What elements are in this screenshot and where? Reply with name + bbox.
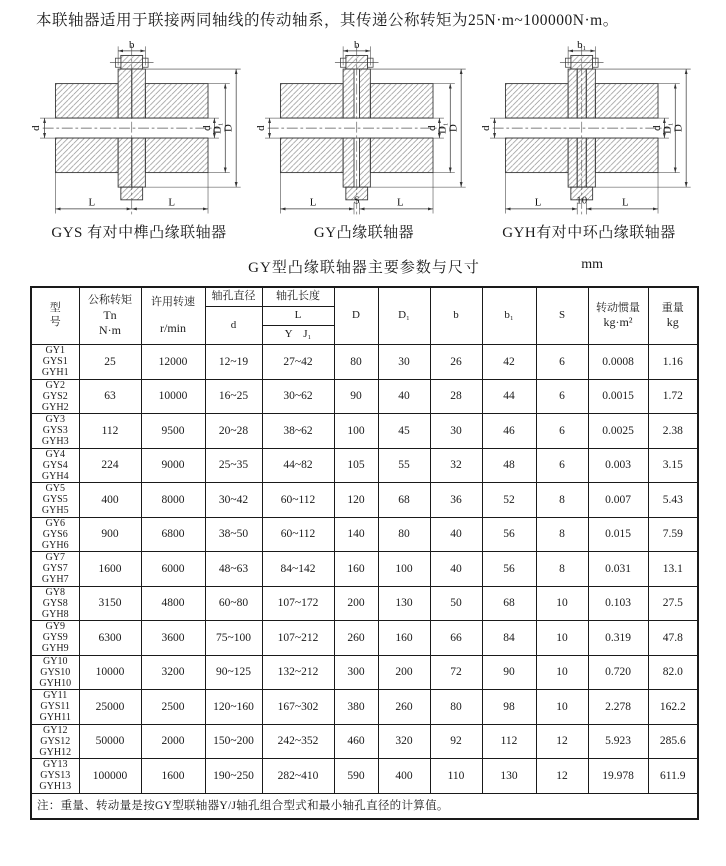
value-cell: 0.007 (588, 483, 648, 518)
value-cell: 12000 (141, 345, 205, 380)
value-cell: 38~50 (205, 517, 262, 552)
value-cell: 0.0015 (588, 379, 648, 414)
header-torque: 公称转矩 Tn N·m (79, 287, 141, 345)
dim-label: 10 (576, 194, 588, 207)
model-cell: GY8 GYS8 GYH8 (31, 586, 79, 621)
dim-label: d (255, 125, 268, 131)
value-cell: 200 (334, 586, 378, 621)
gys-coupling-drawing (30, 40, 248, 218)
value-cell: 92 (430, 724, 482, 759)
value-cell: 200 (378, 655, 430, 690)
dim-label: D₁ (436, 121, 449, 134)
value-cell: 6000 (141, 552, 205, 587)
value-cell: 132~212 (262, 655, 334, 690)
value-cell: 40 (430, 517, 482, 552)
value-cell: 120 (334, 483, 378, 518)
diagram-caption-gys: GYS 有对中榫凸缘联轴器 (51, 224, 227, 241)
dim-label: S (353, 194, 360, 207)
value-cell: 130 (378, 586, 430, 621)
value-cell: 6 (536, 414, 588, 449)
value-cell: 80 (334, 345, 378, 380)
model-cell: GY13 GYS13 GYH13 (31, 759, 79, 794)
value-cell: 44~82 (262, 448, 334, 483)
value-cell: 900 (79, 517, 141, 552)
value-cell: 0.103 (588, 586, 648, 621)
value-cell: 130 (482, 759, 536, 794)
value-cell: 80 (430, 690, 482, 725)
value-cell: 60~112 (262, 483, 334, 518)
value-cell: 105 (334, 448, 378, 483)
model-cell: GY9 GYS9 GYH9 (31, 621, 79, 656)
value-cell: 52 (482, 483, 536, 518)
note-row (31, 793, 698, 819)
value-cell: 107~172 (262, 586, 334, 621)
model-cell: GY4 GYS4 GYH4 (31, 448, 79, 483)
value-cell: 1600 (141, 759, 205, 794)
value-cell: 0.015 (588, 517, 648, 552)
value-cell: 107~212 (262, 621, 334, 656)
value-cell: 6 (536, 345, 588, 380)
value-cell: 162.2 (648, 690, 698, 725)
value-cell: 112 (482, 724, 536, 759)
value-cell: 56 (482, 517, 536, 552)
value-cell: 66 (430, 621, 482, 656)
value-cell: 30 (378, 345, 430, 380)
gys-coupling-svg (30, 40, 248, 218)
value-cell: 5.43 (648, 483, 698, 518)
diagram-gyh (480, 40, 698, 242)
table-row (31, 655, 698, 690)
gyh-coupling-drawing (480, 40, 698, 218)
value-cell: 1.16 (648, 345, 698, 380)
header-bore-len-sym: L (262, 307, 334, 326)
dim-label: b₁ (577, 39, 587, 51)
value-cell: 611.9 (648, 759, 698, 794)
value-cell: 100 (334, 414, 378, 449)
dim-label: b (129, 39, 135, 51)
dim-label: L (534, 195, 542, 208)
value-cell: 7.59 (648, 517, 698, 552)
value-cell: 10 (536, 621, 588, 656)
value-cell: 2.278 (588, 690, 648, 725)
dim-label: D (447, 123, 460, 132)
value-cell: 60~80 (205, 586, 262, 621)
dim-label: d (30, 125, 43, 131)
table-row (31, 379, 698, 414)
value-cell: 590 (334, 759, 378, 794)
unit-label: mm (581, 256, 603, 272)
header-weight: 重量 kg (648, 287, 698, 345)
value-cell: 10 (536, 690, 588, 725)
value-cell: 16~25 (205, 379, 262, 414)
header-col-D1: D₁ (378, 287, 430, 345)
value-cell: 3600 (141, 621, 205, 656)
table-row (31, 448, 698, 483)
diagram-row (30, 40, 698, 242)
value-cell: 8000 (141, 483, 205, 518)
value-cell: 84 (482, 621, 536, 656)
value-cell: 90~125 (205, 655, 262, 690)
value-cell: 48 (482, 448, 536, 483)
dim-label: d (650, 125, 663, 131)
value-cell: 90 (334, 379, 378, 414)
model-cell: GY7 GYS7 GYH7 (31, 552, 79, 587)
dim-label: D (222, 123, 235, 132)
value-cell: 260 (378, 690, 430, 725)
value-cell: 260 (334, 621, 378, 656)
value-cell: 0.0025 (588, 414, 648, 449)
value-cell: 282~410 (262, 759, 334, 794)
value-cell: 242~352 (262, 724, 334, 759)
value-cell: 60~112 (262, 517, 334, 552)
model-cell: GY6 GYS6 GYH6 (31, 517, 79, 552)
value-cell: 6 (536, 448, 588, 483)
table-title-row (30, 256, 698, 276)
value-cell: 12~19 (205, 345, 262, 380)
value-cell: 110 (430, 759, 482, 794)
value-cell: 26 (430, 345, 482, 380)
value-cell: 30~42 (205, 483, 262, 518)
dim-label: d (425, 125, 438, 131)
value-cell: 9000 (141, 448, 205, 483)
header-speed: 许用转速 r/min (141, 287, 205, 345)
value-cell: 30~62 (262, 379, 334, 414)
model-cell: GY2 GYS2 GYH2 (31, 379, 79, 414)
value-cell: 55 (378, 448, 430, 483)
value-cell: 12 (536, 724, 588, 759)
diagram-gys (30, 40, 248, 242)
value-cell: 40 (378, 379, 430, 414)
value-cell: 1600 (79, 552, 141, 587)
model-cell: GY5 GYS5 GYH5 (31, 483, 79, 518)
value-cell: 45 (378, 414, 430, 449)
dim-label: L (621, 195, 629, 208)
value-cell: 30 (430, 414, 482, 449)
table-row (31, 483, 698, 518)
header-col-D: D (334, 287, 378, 345)
value-cell: 150~200 (205, 724, 262, 759)
spec-table (30, 286, 699, 820)
dim-label: D₁ (661, 121, 674, 134)
dim-label: L (309, 195, 317, 208)
gy-coupling-drawing (255, 40, 473, 218)
value-cell: 48~63 (205, 552, 262, 587)
table-row (31, 414, 698, 449)
value-cell: 10000 (141, 379, 205, 414)
dim-label: L (396, 195, 404, 208)
value-cell: 27.5 (648, 586, 698, 621)
value-cell: 28 (430, 379, 482, 414)
value-cell: 3200 (141, 655, 205, 690)
value-cell: 72 (430, 655, 482, 690)
table-title: GY型凸缘联轴器主要参数与尺寸 (248, 259, 480, 276)
diagram-caption-gyh: GYH有对中环凸缘联轴器 (502, 224, 676, 241)
header-bore-len: 轴孔长度 (262, 287, 334, 307)
header-col-b1: b₁ (482, 287, 536, 345)
header-col-b: b (430, 287, 482, 345)
value-cell: 36 (430, 483, 482, 518)
value-cell: 0.720 (588, 655, 648, 690)
spec-table-header (31, 287, 698, 345)
header-bore-len-sub: Y J₁ (262, 326, 334, 345)
value-cell: 46 (482, 414, 536, 449)
intro-text: 本联轴器适用于联接两同轴线的传动轴系，其传递公称转矩为25N·m~100000N·m。 (36, 12, 619, 29)
value-cell: 47.8 (648, 621, 698, 656)
value-cell: 80 (378, 517, 430, 552)
spec-table-body (31, 345, 698, 794)
table-note: 注：重量、转动量是按GY型联轴器Y/J轴孔组合型式和最小轴孔直径的计算值。 (31, 793, 698, 819)
header-bore-dia-sym: d (205, 307, 262, 345)
header-inertia: 转动惯量 kg·m² (588, 287, 648, 345)
value-cell: 13.1 (648, 552, 698, 587)
value-cell: 50000 (79, 724, 141, 759)
value-cell: 6300 (79, 621, 141, 656)
model-cell: GY1 GYS1 GYH1 (31, 345, 79, 380)
value-cell: 63 (79, 379, 141, 414)
dim-label: L (88, 195, 96, 208)
dim-label: L (168, 195, 176, 208)
value-cell: 84~142 (262, 552, 334, 587)
value-cell: 460 (334, 724, 378, 759)
value-cell: 25~35 (205, 448, 262, 483)
value-cell: 0.0008 (588, 345, 648, 380)
value-cell: 20~28 (205, 414, 262, 449)
value-cell: 300 (334, 655, 378, 690)
table-row (31, 690, 698, 725)
table-row (31, 724, 698, 759)
value-cell: 56 (482, 552, 536, 587)
table-row (31, 759, 698, 794)
value-cell: 12 (536, 759, 588, 794)
value-cell: 9500 (141, 414, 205, 449)
value-cell: 160 (378, 621, 430, 656)
model-cell: GY10 GYS10 GYH10 (31, 655, 79, 690)
value-cell: 10000 (79, 655, 141, 690)
value-cell: 6 (536, 379, 588, 414)
value-cell: 167~302 (262, 690, 334, 725)
diagram-caption-gy: GY凸缘联轴器 (313, 224, 415, 241)
value-cell: 32 (430, 448, 482, 483)
value-cell: 5.923 (588, 724, 648, 759)
header-col-S: S (536, 287, 588, 345)
value-cell: 75~100 (205, 621, 262, 656)
table-row (31, 345, 698, 380)
value-cell: 2000 (141, 724, 205, 759)
value-cell: 10 (536, 655, 588, 690)
value-cell: 190~250 (205, 759, 262, 794)
value-cell: 40 (430, 552, 482, 587)
value-cell: 0.031 (588, 552, 648, 587)
value-cell: 10 (536, 586, 588, 621)
gy-coupling-svg (255, 40, 473, 218)
value-cell: 8 (536, 483, 588, 518)
header-bore-dia: 轴孔直径 (205, 287, 262, 307)
value-cell: 0.003 (588, 448, 648, 483)
value-cell: 98 (482, 690, 536, 725)
dim-label: D (672, 123, 685, 132)
model-cell: GY12 GYS12 GYH12 (31, 724, 79, 759)
diagram-gy (255, 40, 473, 242)
value-cell: 8 (536, 552, 588, 587)
value-cell: 120~160 (205, 690, 262, 725)
value-cell: 400 (378, 759, 430, 794)
value-cell: 38~62 (262, 414, 334, 449)
value-cell: 1.72 (648, 379, 698, 414)
value-cell: 68 (378, 483, 430, 518)
value-cell: 160 (334, 552, 378, 587)
value-cell: 50 (430, 586, 482, 621)
value-cell: 380 (334, 690, 378, 725)
value-cell: 320 (378, 724, 430, 759)
value-cell: 25000 (79, 690, 141, 725)
value-cell: 100000 (79, 759, 141, 794)
value-cell: 100 (378, 552, 430, 587)
table-row (31, 552, 698, 587)
value-cell: 8 (536, 517, 588, 552)
value-cell: 3.15 (648, 448, 698, 483)
value-cell: 44 (482, 379, 536, 414)
value-cell: 285.6 (648, 724, 698, 759)
value-cell: 400 (79, 483, 141, 518)
value-cell: 4800 (141, 586, 205, 621)
value-cell: 19.978 (588, 759, 648, 794)
value-cell: 3150 (79, 586, 141, 621)
table-row (31, 621, 698, 656)
value-cell: 27~42 (262, 345, 334, 380)
value-cell: 90 (482, 655, 536, 690)
gyh-coupling-svg (480, 40, 698, 218)
value-cell: 2.38 (648, 414, 698, 449)
value-cell: 140 (334, 517, 378, 552)
value-cell: 6800 (141, 517, 205, 552)
value-cell: 0.319 (588, 621, 648, 656)
header-model: 型 号 (31, 287, 79, 345)
value-cell: 224 (79, 448, 141, 483)
model-cell: GY3 GYS3 GYH3 (31, 414, 79, 449)
value-cell: 112 (79, 414, 141, 449)
model-cell: GY11 GYS11 GYH11 (31, 690, 79, 725)
value-cell: 25 (79, 345, 141, 380)
dim-label: D₁ (211, 121, 224, 134)
table-row (31, 586, 698, 621)
table-row (31, 517, 698, 552)
dim-label: b (354, 39, 360, 51)
dim-label: d (480, 125, 493, 131)
dim-label: d (200, 125, 213, 131)
value-cell: 68 (482, 586, 536, 621)
value-cell: 42 (482, 345, 536, 380)
value-cell: 82.0 (648, 655, 698, 690)
value-cell: 2500 (141, 690, 205, 725)
